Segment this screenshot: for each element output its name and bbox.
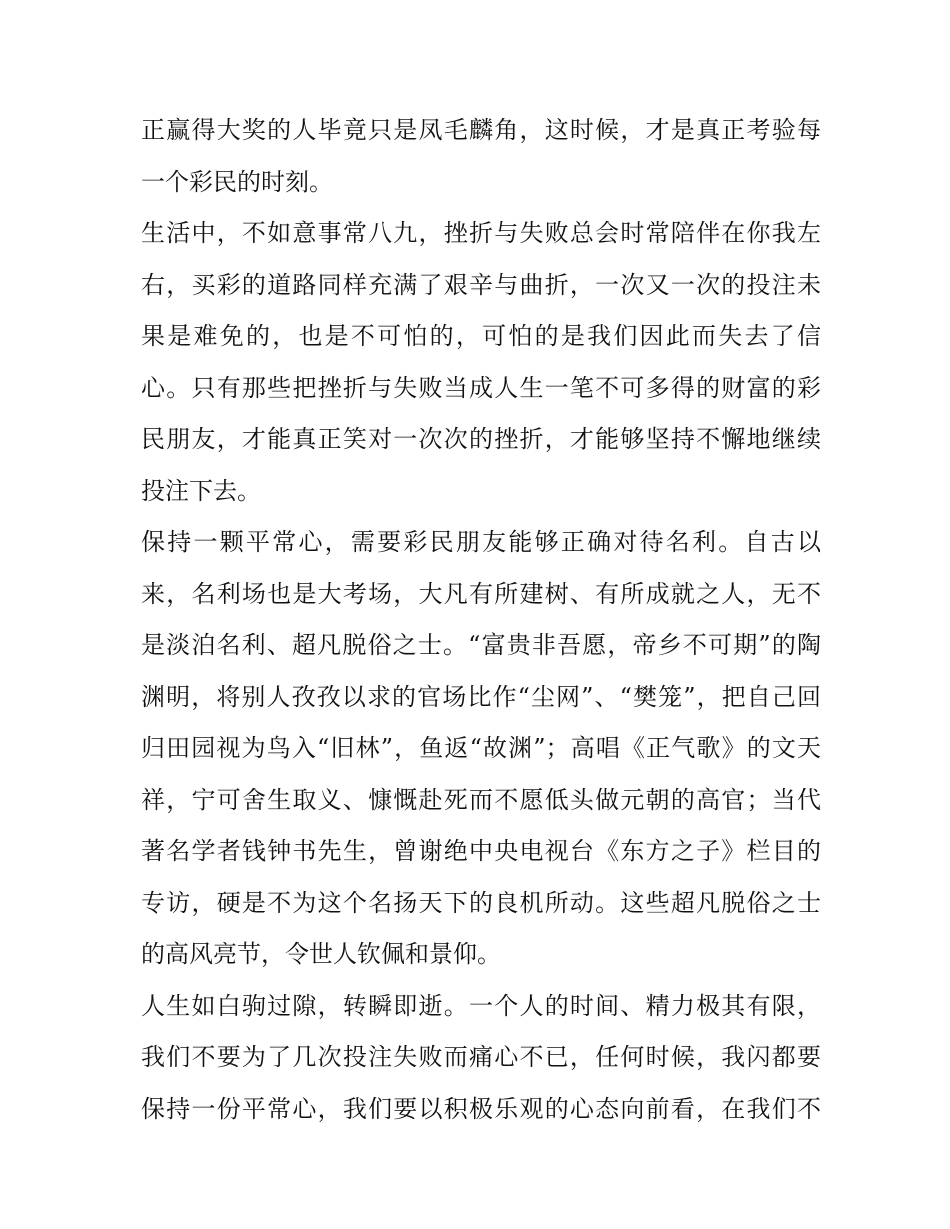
text-line: 专访，硬是不为这个名扬天下的良机所动。这些超凡脱俗之士 [141, 888, 821, 917]
text-line: 人生如白驹过隙，转瞬即逝。一个人的时间、精力极其有限， [141, 991, 821, 1020]
text-line: 保持一颗平常心，需要彩民朋友能够正确对待名利。自古以 [141, 528, 821, 556]
text-line: 民朋友，才能真正笑对一次次的挫折，才能够坚持不懈地继续 [141, 425, 821, 453]
text-line: 祥，宁可舍生取义、慷慨赴死而不愿低头做元朝的高官；当代 [141, 785, 821, 814]
text-line: 著名学者钱钟书先生，曾谢绝中央电视台《东方之子》栏目的 [141, 837, 821, 865]
text-line: 心。只有那些把挫折与失败当成人生一笔不可多得的财富的彩 [141, 373, 821, 402]
text-line: 一个彩民的时刻。 [141, 167, 333, 196]
text-line: 投注下去。 [141, 476, 261, 505]
body-text [141, 105, 821, 1135]
text-line: 来，名利场也是大考场，大凡有所建树、有所成就之人，无不 [141, 579, 821, 608]
text-line: 保持一份平常心，我们要以积极乐观的心态向前看，在我们不 [141, 1094, 821, 1123]
text-line: 右，买彩的道路同样充满了艰辛与曲折，一次又一次的投注未 [141, 270, 821, 299]
text-line: 生活中，不如意事常八九，挫折与失败总会时常陪伴在你我左 [141, 219, 821, 247]
text-line: 归田园视为鸟入“旧林”，鱼返“故渊”；高唱《正气歌》的文天 [141, 734, 821, 762]
text-line: 果是难免的，也是不可怕的，可怕的是我们因此而失去了信 [141, 322, 821, 350]
text-line: 是淡泊名利、超凡脱俗之士。“富贵非吾愿，帝乡不可期”的陶 [141, 631, 821, 659]
text-line: 正赢得大奖的人毕竟只是凤毛麟角，这时候，才是真正考验每 [141, 116, 821, 144]
text-line: 我们不要为了几次投注失败而痛心不已，任何时候，我闪都要 [141, 1043, 821, 1071]
text-line: 的高风亮节，令世人钦佩和景仰。 [141, 940, 501, 968]
text-line: 渊明，将别人孜孜以求的官场比作“尘网”、“樊笼”，把自己回 [141, 682, 821, 711]
